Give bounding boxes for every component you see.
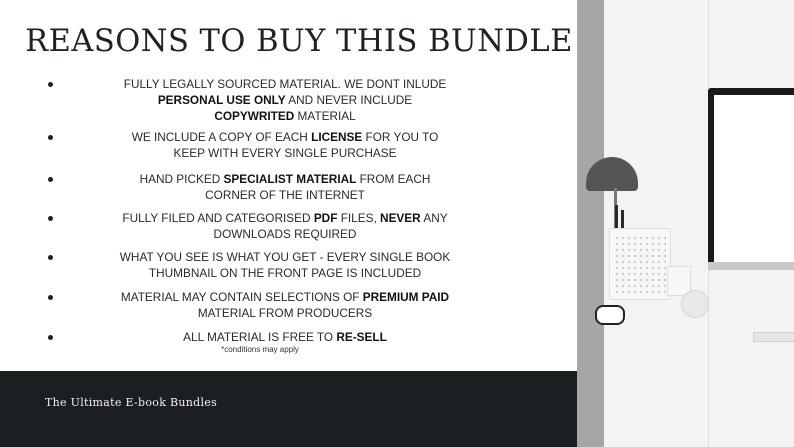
reason-text: MATERIAL FROM PRODUCERS bbox=[197, 306, 373, 320]
reason-line bbox=[40, 171, 530, 187]
reason-text: ANY bbox=[420, 211, 448, 225]
reason-line bbox=[40, 265, 530, 281]
reason-text: KEEP WITH EVERY SINGLE PURCHASE bbox=[173, 146, 397, 160]
emphasis-text: PREMIUM PAID bbox=[362, 290, 450, 304]
reason-text: MATERIAL bbox=[294, 109, 356, 123]
panda-figurine bbox=[595, 305, 625, 325]
reason-line bbox=[40, 329, 530, 345]
keyboard-image bbox=[753, 332, 794, 342]
reason-text: FULLY LEGALLY SOURCED MATERIAL. WE DONT INLUDE bbox=[123, 77, 447, 91]
reason-item bbox=[40, 76, 530, 124]
reason-line bbox=[40, 129, 530, 145]
page-title: REASONS TO BUY THIS BUNDLE bbox=[25, 24, 573, 59]
reason-line bbox=[40, 92, 530, 108]
reason-text: HAND PICKED bbox=[139, 172, 224, 186]
reason-line bbox=[40, 289, 530, 305]
bullet-dot bbox=[48, 255, 53, 260]
reason-text: FOR YOU TO bbox=[362, 130, 439, 144]
monitor-stand bbox=[708, 262, 794, 270]
reason-line bbox=[40, 145, 530, 161]
reason-text: THUMBNAIL ON THE FRONT PAGE IS INCLUDED bbox=[148, 266, 422, 280]
emphasis-text: RE-SELL bbox=[336, 330, 387, 344]
reason-item bbox=[40, 329, 530, 345]
bullet-dot bbox=[48, 216, 53, 221]
footer-bar bbox=[0, 371, 577, 447]
reason-item bbox=[40, 171, 530, 203]
emphasis-text: SPECIALIST MATERIAL bbox=[223, 172, 357, 186]
reason-line bbox=[40, 226, 530, 242]
desk-photo bbox=[577, 0, 794, 447]
monitor-screen bbox=[714, 95, 794, 263]
reason-text: WE INCLUDE A COPY OF EACH bbox=[131, 130, 312, 144]
reason-text: FROM EACH bbox=[356, 172, 431, 186]
emphasis-text: LICENSE bbox=[311, 130, 363, 144]
reason-text: DOWNLOADS REQUIRED bbox=[213, 227, 357, 241]
reason-line bbox=[40, 187, 530, 203]
reason-line bbox=[40, 108, 530, 124]
emphasis-text: PDF bbox=[313, 211, 338, 225]
sphere-ornament bbox=[681, 290, 709, 318]
footer-brand-text: The Ultimate E-book Bundles bbox=[45, 396, 218, 409]
reason-text: ALL MATERIAL IS FREE TO bbox=[183, 330, 337, 344]
reason-text: AND NEVER INCLUDE bbox=[285, 93, 413, 107]
reason-line bbox=[40, 76, 530, 92]
bullet-dot bbox=[48, 177, 53, 182]
reason-line bbox=[40, 249, 530, 265]
reason-item bbox=[40, 249, 530, 281]
emphasis-text: PERSONAL USE ONLY bbox=[157, 93, 286, 107]
reason-item bbox=[40, 289, 530, 321]
reason-text: FULLY FILED AND CATEGORISED bbox=[122, 211, 314, 225]
reason-text: CORNER OF THE INTERNET bbox=[205, 188, 365, 202]
reason-text: WHAT YOU SEE IS WHAT YOU GET - EVERY SINGLE BOOK bbox=[119, 250, 451, 264]
reason-text: MATERIAL MAY CONTAIN SELECTIONS OF bbox=[120, 290, 363, 304]
reason-item bbox=[40, 210, 530, 242]
reason-line bbox=[40, 305, 530, 321]
cup-pattern bbox=[614, 235, 666, 293]
bullet-dot bbox=[48, 135, 53, 140]
pen-holder-image bbox=[609, 228, 671, 300]
emphasis-text: COPYWRITED bbox=[214, 109, 295, 123]
reason-line bbox=[40, 210, 530, 226]
grey-strip bbox=[577, 0, 604, 447]
bullet-dot bbox=[48, 335, 53, 340]
reason-item bbox=[40, 129, 530, 161]
monitor-image bbox=[708, 88, 794, 270]
bullet-dot bbox=[48, 295, 53, 300]
reason-text: FILES, bbox=[337, 211, 381, 225]
emphasis-text: NEVER bbox=[380, 211, 421, 225]
conditions-note: *conditions may apply bbox=[221, 345, 299, 354]
bullet-dot bbox=[48, 82, 53, 87]
